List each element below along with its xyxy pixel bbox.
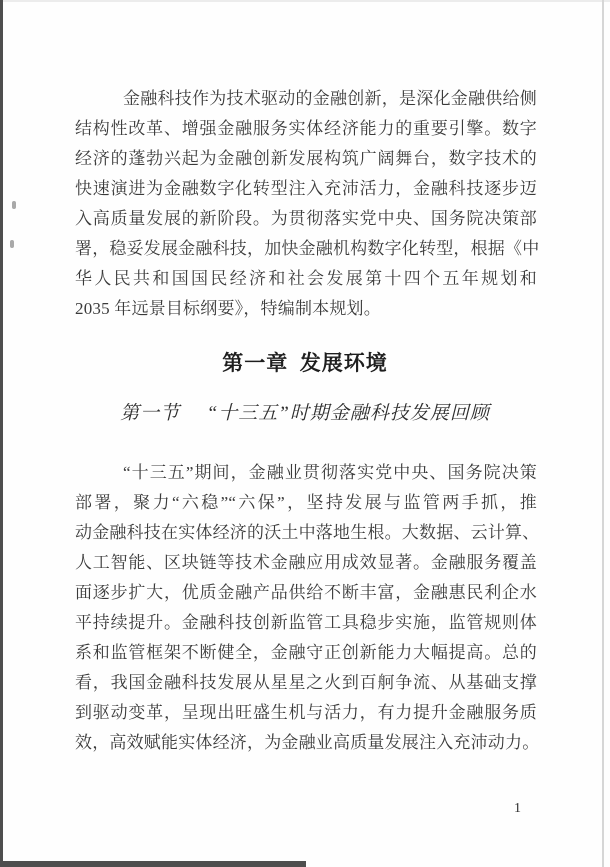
- paragraph-review: [75, 458, 540, 758]
- text-line: 快速演进为金融数字化转型注入充沛活力，金融科技逐步迈: [75, 179, 537, 198]
- text-line: 入高质量发展的新阶段。为贯彻落实党中央、国务院决策部: [75, 209, 537, 228]
- text-line: 动金融科技在实体经济的沃土中落地生根。大数据、云计算、: [75, 523, 540, 542]
- scan-edge-left: [0, 0, 3, 867]
- chapter-title: 发展环境: [299, 352, 388, 375]
- scan-edge-right: [602, 0, 604, 867]
- text-line: 人工智能、区块链等技术金融应用成效显著。金融服务覆盖: [75, 553, 537, 572]
- section-title: “十三五”时期金融科技发展回顾: [206, 403, 490, 424]
- text-line: 2035 年远景目标纲要》，特编制本规划。: [75, 299, 381, 318]
- chapter-heading: [0, 349, 610, 379]
- text-line: 金融科技作为技术驱动的金融创新，是深化金融供给侧: [123, 89, 537, 108]
- text-line: 系和监管框架不断健全，金融守正创新能力大幅提高。总的: [75, 643, 537, 662]
- text-line: 平持续提升。金融科技创新监管工具稳步实施，监管规则体: [75, 613, 537, 632]
- scan-edge-bottom: [0, 861, 306, 867]
- scan-edge-top: [0, 0, 610, 2]
- text-line: “十三五”期间，金融业贯彻落实党中央、国务院决策: [123, 463, 537, 482]
- text-line: 部署，聚力“六稳”“六保”，坚持发展与监管两手抓，推: [75, 493, 537, 512]
- text-line: 华人民共和国国民经济和社会发展第十四个五年规划和: [75, 269, 537, 288]
- text-line: 结构性改革、增强金融服务实体经济能力的重要引擎。数字: [75, 119, 537, 138]
- paragraph-intro: [75, 84, 540, 324]
- scan-speck: [12, 201, 16, 209]
- text-line: 署，稳妥发展金融科技，加快金融机构数字化转型，根据《中: [75, 239, 540, 258]
- chapter-label: 第一章: [222, 352, 289, 375]
- text-line: 到驱动变革，呈现出旺盛生机与活力，有力提升金融服务质: [75, 703, 537, 722]
- text-line: 面逐步扩大，优质金融产品供给不断丰富，金融惠民利企水: [75, 583, 537, 602]
- scan-speck: [10, 240, 14, 248]
- section-heading: [0, 400, 610, 428]
- text-line: 看，我国金融科技发展从星星之火到百舸争流、从基础支撑: [75, 673, 537, 692]
- page-number: 1: [514, 801, 521, 816]
- text-line: 效，高效赋能实体经济，为金融业高质量发展注入充沛动力。: [75, 733, 540, 752]
- text-line: 经济的蓬勃兴起为金融创新发展构筑广阔舞台，数字技术的: [75, 149, 537, 168]
- section-label: 第一节: [120, 403, 181, 424]
